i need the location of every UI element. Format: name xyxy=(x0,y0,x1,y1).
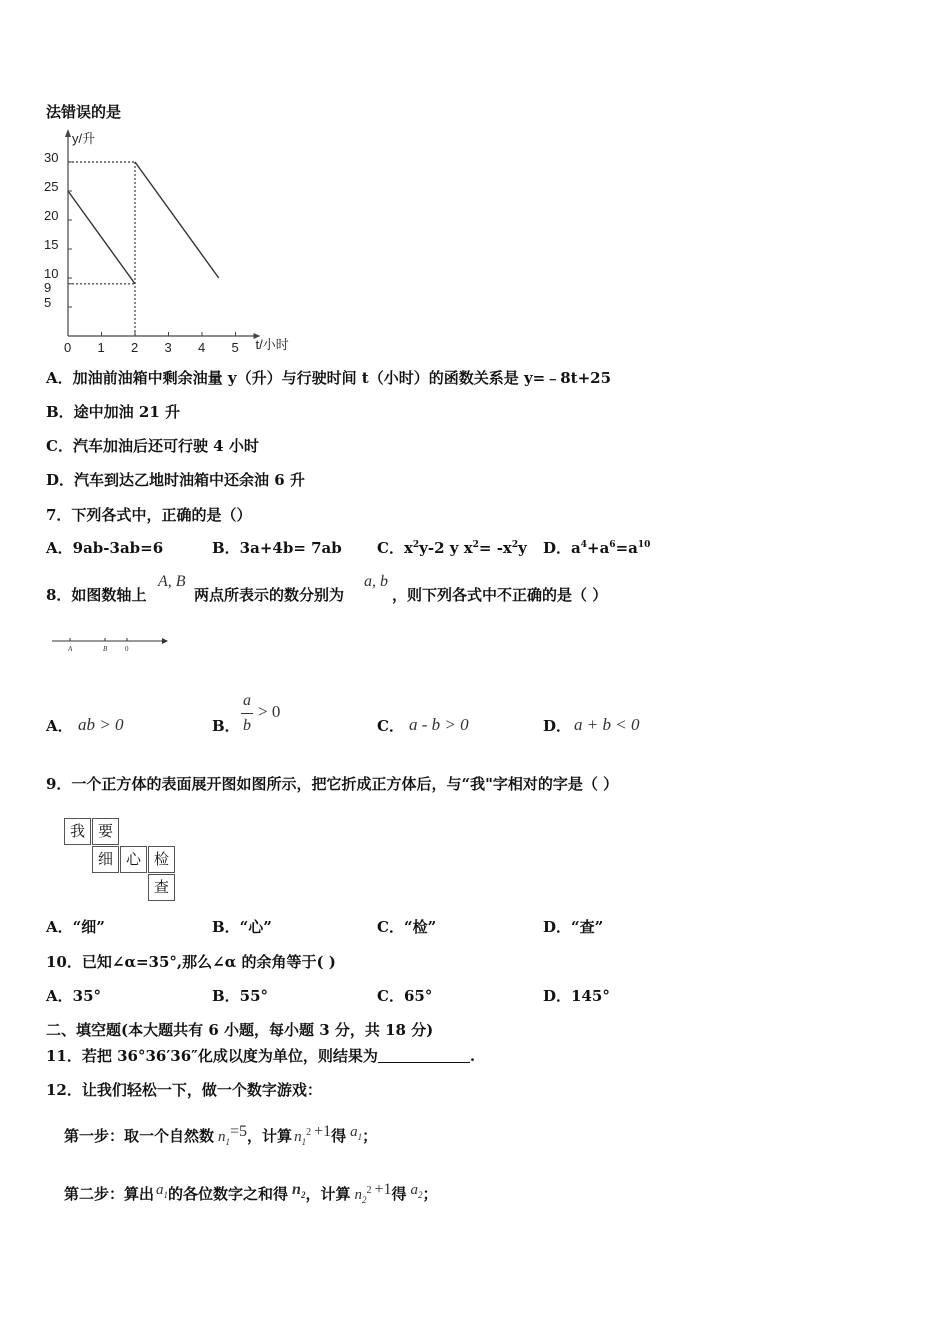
net-cell: 我 xyxy=(64,818,91,845)
q7-option-a: A．9ab-3ab=6 xyxy=(46,539,164,557)
answer-blank[interactable] xyxy=(378,1048,470,1063)
q8-stem: 8．如图数轴上 xyxy=(46,586,147,604)
q6-option-b: B．途中加油 21 升 xyxy=(46,403,180,421)
q7-option-b: B．3a+4b= 7ab xyxy=(212,539,342,557)
q8-number-line xyxy=(50,630,180,654)
x-axis-label: t/小时 xyxy=(255,337,289,352)
q8-option-d: a + b < 0 xyxy=(574,715,640,734)
q7-stem: 7．下列各式中，正确的是（） xyxy=(46,506,252,524)
fraction-bar xyxy=(241,713,253,714)
net-cell: 细 xyxy=(92,846,119,873)
x-tick-label: 1 xyxy=(97,340,105,355)
q9-stem: 9．一个正方体的表面展开图如图所示，把它折成正方体后，与“我"字相对的字是（ ） xyxy=(46,775,619,793)
q7-option-d: D．$a^4+a^6=a^{10}$ xyxy=(543,539,651,557)
series-line-2 xyxy=(135,162,219,278)
q9-option-a: A．“细” xyxy=(46,918,105,936)
q9-option-b: B．“心” xyxy=(212,918,272,936)
y-tick-label: 25 xyxy=(44,179,59,194)
series-line-1 xyxy=(68,191,135,284)
q12-step1: 第一步：取一个自然数 $n_1=5$，计算 $n_1^2 +1$得 $a_1$； xyxy=(64,1123,378,1147)
q7-option-c: C．$x^2y-2$ y $x^2= -x^2y$ xyxy=(377,539,527,557)
q9-option-d: D．“查” xyxy=(543,918,604,936)
q12-step2: 第二步：算出 $a_1$的各位数字之和得 $n_2$，计算 $n_2^2 +1$得 $a_2$； xyxy=(64,1181,438,1205)
q8-option-c-label: C． xyxy=(377,717,404,735)
x-tick-label: 0 xyxy=(64,340,72,355)
q8-option-b-den: b xyxy=(243,717,251,734)
x-tick-label: 4 xyxy=(198,340,206,355)
q6-option-d: D．汽车到达乙地时油箱中还余油 6 升 xyxy=(46,471,305,489)
net-cell: 查 xyxy=(148,874,175,901)
q8-stem-end: ，则下列各式中不正确的是（ ） xyxy=(392,586,608,604)
q10-option-c: C．65° xyxy=(377,987,433,1005)
q8-option-b-num: a xyxy=(243,692,251,709)
q8-option-d-label: D． xyxy=(543,717,572,735)
number-line-label-B: B xyxy=(103,645,108,653)
x-tick-label: 2 xyxy=(131,340,139,355)
q9-option-c: C．“检” xyxy=(377,918,437,936)
q6-option-a: A．加油前油箱中剩余油量 y（升）与行驶时间 t（小时）的函数关系是 y=﹣8t+25 xyxy=(46,369,612,387)
q8-option-b-label: B． xyxy=(212,717,240,735)
net-cell: 心 xyxy=(120,846,147,873)
q8-option-c: a - b > 0 xyxy=(409,715,469,734)
q12-stem: 12．让我们轻松一下，做一个数字游戏： xyxy=(46,1081,322,1099)
x-tick-label: 3 xyxy=(164,340,172,355)
y-axis-arrow xyxy=(65,129,71,137)
q10-option-d: D．145° xyxy=(543,987,610,1005)
q8-values-ab: a, b xyxy=(364,573,388,590)
y-tick-label: 9 xyxy=(44,279,52,295)
q10-option-b: B．55° xyxy=(212,987,269,1005)
y-tick-label: 10 xyxy=(44,266,59,281)
y-axis-label: y/升 xyxy=(72,131,96,146)
q8-points-AB: A, B xyxy=(158,573,186,590)
x-tick-label: 5 xyxy=(231,340,239,355)
q6-stem-tail: 法错误的是 xyxy=(46,103,122,121)
q10-option-a: A．35° xyxy=(46,987,102,1005)
q8-option-a: ab > 0 xyxy=(78,715,124,734)
q6-chart xyxy=(30,125,310,365)
y-tick-label: 5 xyxy=(44,295,52,310)
number-line-label-0: 0 xyxy=(125,645,129,653)
y-tick-label: 20 xyxy=(44,208,59,223)
net-cell: 要 xyxy=(92,818,119,845)
q8-stem-mid: 两点所表示的数分别为 xyxy=(194,586,345,604)
q6-option-c: C．汽车加油后还可行驶 4 小时 xyxy=(46,437,259,455)
y-tick-label: 15 xyxy=(44,237,59,252)
net-cell: 检 xyxy=(148,846,175,873)
number-line-label-A: A xyxy=(68,645,73,653)
q10-stem: 10．已知∠α=35°,那么∠α 的余角等于( ) xyxy=(46,953,336,971)
y-tick-label: 30 xyxy=(44,150,59,165)
q11-text: 11．若把 36°36′36″化成以度为单位，则结果为 . xyxy=(46,1047,476,1065)
q8-option-b-rhs: > 0 xyxy=(258,702,281,721)
section-heading: 二、填空题(本大题共有 6 小题，每小题 3 分，共 18 分) xyxy=(46,1021,434,1039)
q8-option-a-label: A． xyxy=(46,717,73,735)
